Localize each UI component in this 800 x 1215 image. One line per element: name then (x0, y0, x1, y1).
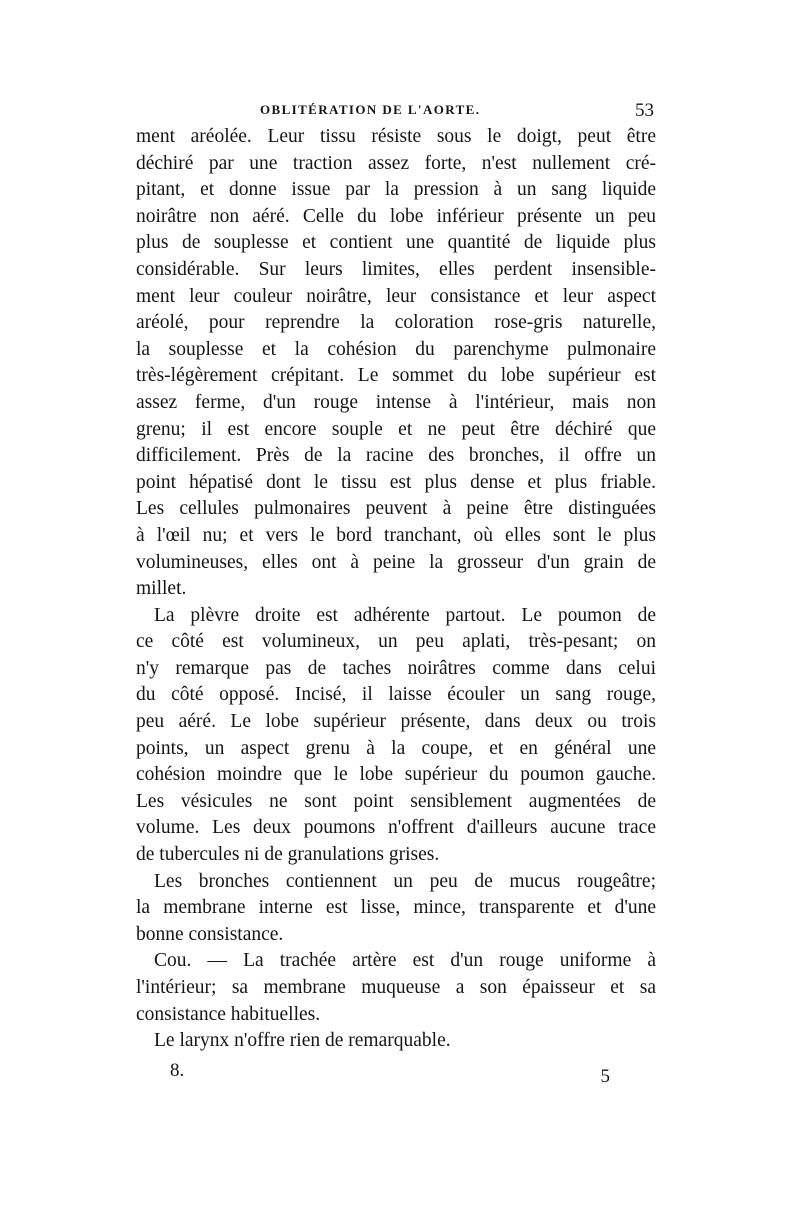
text-line: difficilement. Près de la racine des bronches, il offre un (136, 445, 656, 467)
text-line: très-légèrement crépitant. Le sommet du lobe supérieur est (136, 365, 656, 387)
text-line: millet. (136, 578, 187, 600)
text-line: La plèvre droite est adhérente partout. Le poumon de (154, 604, 656, 626)
text-line: à l'œil nu; et vers le bord tranchant, où elles sont le plus (136, 524, 656, 546)
text-line: pitant, et donne issue par la pression à un sang liquide (136, 179, 656, 201)
text-line: Le larynx n'offre rien de remarquable. (154, 1030, 451, 1052)
page-header (136, 100, 656, 124)
text-line: consistance habituelles. (136, 1003, 321, 1025)
text-line: Les bronches contiennent un peu de mucus rougeâtre; (154, 870, 656, 892)
text-line: plus de souplesse et contient une quantité de liquide plus (136, 232, 656, 254)
text-line: volumineuses, elles ont à peine la grosseur d'un grain de (136, 551, 656, 573)
text-line: Cou. — La trachée artère est d'un rouge uniforme à (154, 950, 656, 972)
text-line: la membrane interne est lisse, mince, transparente et d'une (136, 897, 656, 919)
text-line: considérable. Sur leurs limites, elles perdent insensible- (136, 258, 656, 280)
text-line: déchiré par une traction assez forte, n'est nullement cré- (136, 152, 656, 174)
sheet-number: 5 (600, 1066, 610, 1087)
text-line: aréolé, pour reprendre la coloration rose-gris naturelle, (136, 312, 656, 334)
text-line: ce côté est volumineux, un peu aplati, très-pesant; on (136, 631, 656, 653)
text-line: grenu; il est encore souple et ne peut être déchiré que (136, 418, 656, 440)
text-line: cohésion moindre que le lobe supérieur du poumon gauche. (136, 764, 656, 786)
page-footer (170, 1060, 610, 1090)
text-line: de tubercules ni de granulations grises. (136, 844, 440, 866)
page-number: 53 (635, 100, 654, 121)
text-line: Les cellules pulmonaires peuvent à peine être distinguées (136, 498, 656, 520)
text-line: points, un aspect grenu à la coupe, et en général une (136, 737, 656, 759)
text-line: du côté opposé. Incisé, il laisse écouler un sang rouge, (136, 684, 656, 706)
text-line: assez ferme, d'un rouge intense à l'intérieur, mais non (136, 391, 656, 413)
text-line: ment aréolée. Leur tissu résiste sous le doigt, peut être (136, 126, 656, 147)
text-line: Les vésicules ne sont point sensiblement augmentées de (136, 790, 656, 812)
running-title: OBLITÉRATION DE L'AORTE. (260, 102, 481, 117)
text-line: l'intérieur; sa membrane muqueuse a son épaisseur et sa (136, 977, 656, 998)
text-line: ment leur couleur noirâtre, leur consistance et leur aspect (136, 285, 656, 307)
text-line: bonne consistance. (136, 923, 284, 945)
text-line: noirâtre non aéré. Celle du lobe inférieur présente un peu (136, 205, 656, 227)
text-line: point hépatisé dont le tissu est plus dense et plus friable. (136, 471, 656, 493)
text-line: la souplesse et la cohésion du parenchyme pulmonaire (136, 338, 656, 360)
text-line: volume. Les deux poumons n'offrent d'ailleurs aucune trace (136, 817, 656, 839)
text-line: n'y remarque pas de taches noirâtres comme dans celui (136, 657, 656, 679)
signature-mark: 8. (170, 1060, 185, 1081)
body-text (136, 124, 656, 1055)
text-line: peu aéré. Le lobe supérieur présente, dans deux ou trois (136, 711, 656, 733)
